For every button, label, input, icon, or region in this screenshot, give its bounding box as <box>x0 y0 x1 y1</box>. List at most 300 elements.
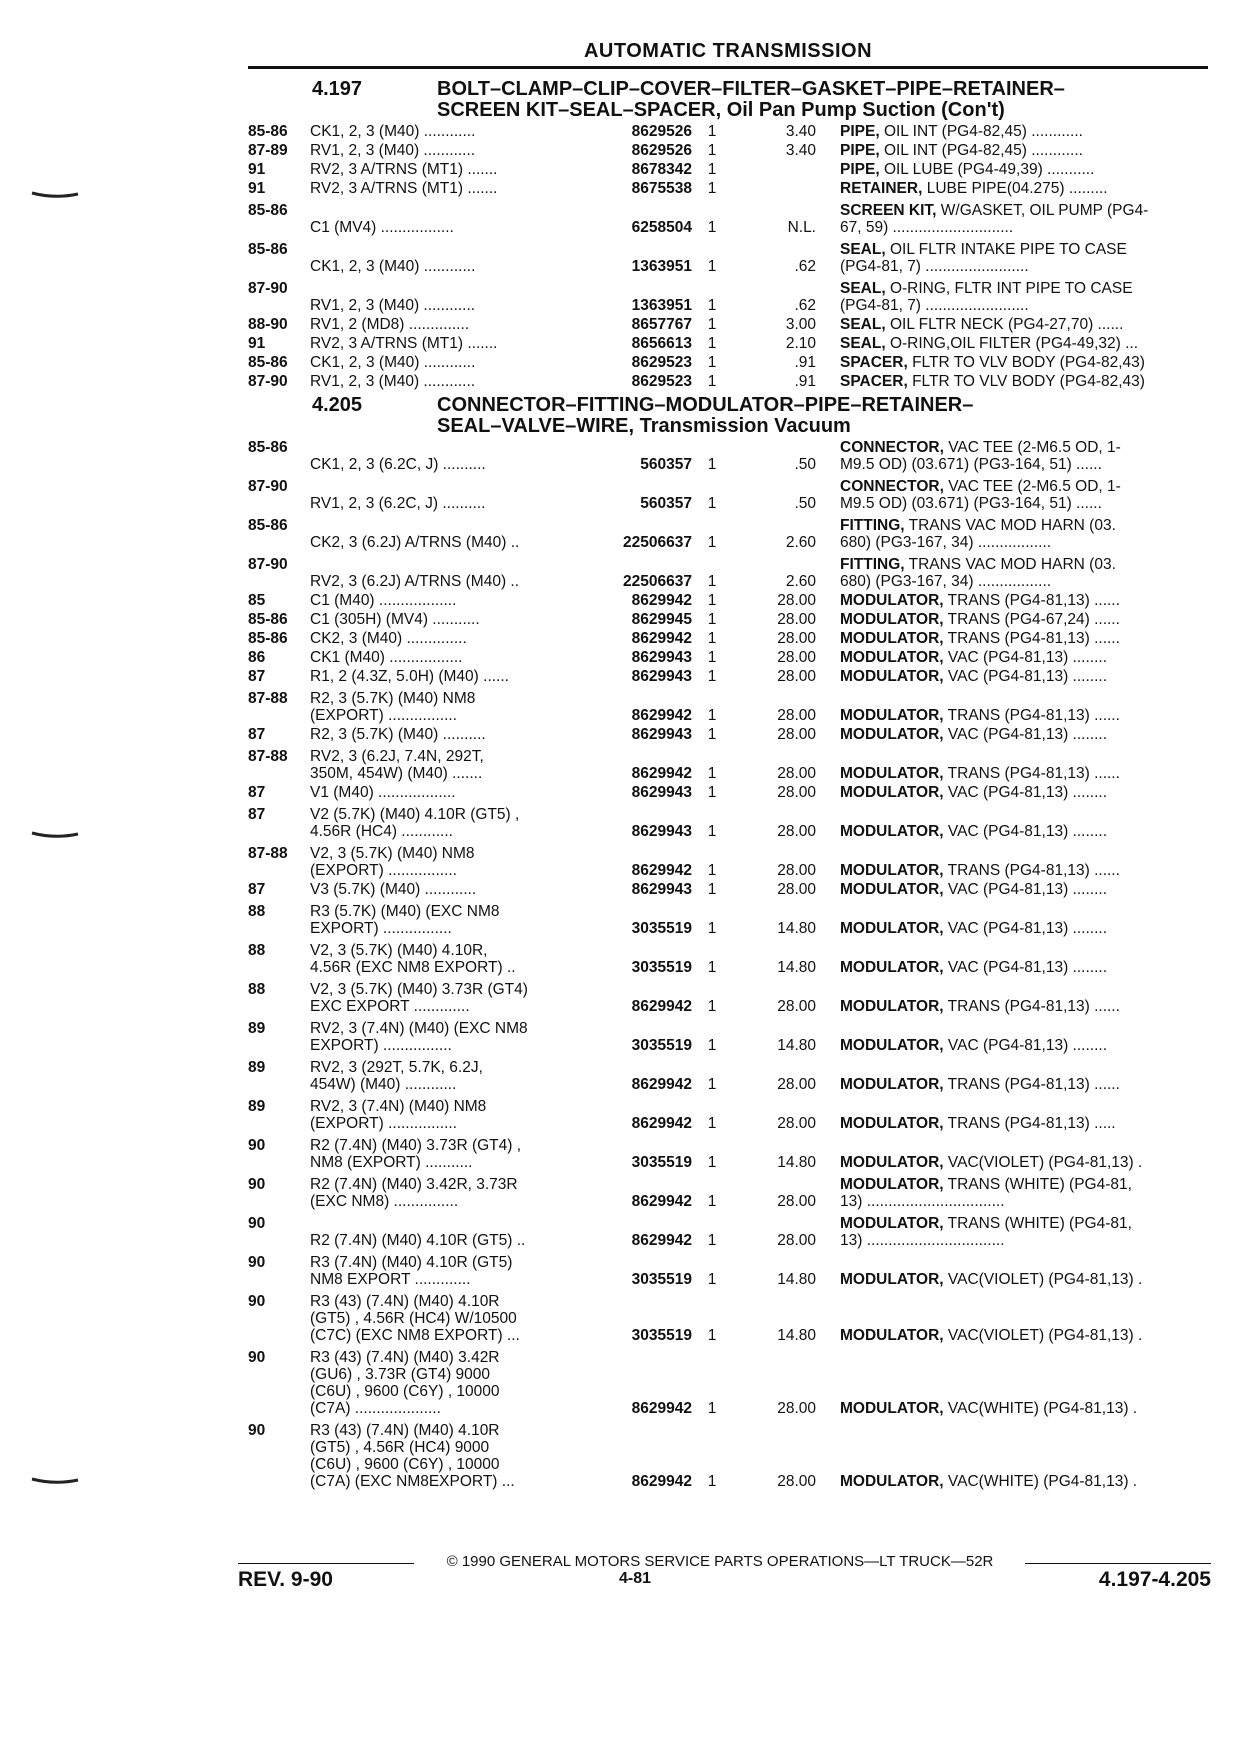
quantity: 1 <box>707 1037 717 1054</box>
part-name: MODULATOR, <box>840 920 944 937</box>
part-detail: OIL LUBE (PG4-49,39) ........... <box>879 161 1095 178</box>
part-name: SEAL, <box>840 335 886 352</box>
application: V2 (5.7K) (M40) 4.10R (GT5) , 4.56R (HC4) ............ <box>310 806 520 840</box>
price: 28.00 <box>777 862 816 879</box>
parts-row <box>248 630 1213 647</box>
part-name: MODULATOR, <box>840 823 944 840</box>
price: 28.00 <box>777 668 816 685</box>
description <box>840 1176 1213 1210</box>
part-detail: LUBE PIPE(04.275) ......... <box>922 180 1108 197</box>
part-name: PIPE, <box>840 142 880 159</box>
description <box>840 765 1213 782</box>
model-year: 90 <box>248 1137 266 1154</box>
price: 3.00 <box>785 316 816 333</box>
model-year: 90 <box>248 1254 266 1271</box>
price: .50 <box>794 495 816 512</box>
footer-copyright: © 1990 GENERAL MOTORS SERVICE PARTS OPERATIONS—LT TRUCK—52R <box>446 1553 994 1570</box>
parts-row <box>248 478 1213 512</box>
part-detail: TRANS (PG4-81,13) ...... <box>943 592 1120 609</box>
quantity: 1 <box>707 784 717 801</box>
description <box>840 241 1213 275</box>
application: C1 (M40) .................. <box>310 592 457 609</box>
quantity: 1 <box>707 456 717 473</box>
part-number: 8629942 <box>631 707 692 724</box>
price: 14.80 <box>777 1271 816 1288</box>
part-detail: VAC (PG4-81,13) ........ <box>943 649 1108 666</box>
part-detail: O-RING, FLTR INT PIPE TO CASE (PG4-81, 7) ........................ <box>840 280 1133 314</box>
price: 28.00 <box>777 707 816 724</box>
model-year: 85-86 <box>248 611 288 628</box>
application: CK2, 3 (6.2J) A/TRNS (M40) .. <box>310 534 520 551</box>
application: V2, 3 (5.7K) (M40) NM8 (EXPORT) ................ <box>310 845 475 879</box>
quantity: 1 <box>707 1076 717 1093</box>
part-name: MODULATOR, <box>840 1037 944 1054</box>
part-detail: TRANS VAC MOD HARN (03. 680) (PG3-167, 34) ................. <box>840 556 1116 590</box>
price: 28.00 <box>777 881 816 898</box>
price: 14.80 <box>777 1154 816 1171</box>
part-number: 3035519 <box>631 1154 692 1171</box>
parts-row <box>248 1176 1213 1210</box>
model-year: 85-86 <box>248 354 288 371</box>
application: CK1 (M40) ................. <box>310 649 463 666</box>
description <box>840 1076 1213 1093</box>
parts-row <box>248 748 1213 782</box>
quantity: 1 <box>707 959 717 976</box>
application: RV1, 2, 3 (M40) ............ <box>310 297 476 314</box>
price: 28.00 <box>777 592 816 609</box>
part-number: 8629943 <box>631 881 692 898</box>
part-number: 8629943 <box>631 668 692 685</box>
part-detail: OIL FLTR INTAKE PIPE TO CASE (PG4-81, 7) ........................ <box>840 241 1127 275</box>
application: RV2, 3 (7.4N) (M40) NM8 (EXPORT) ................ <box>310 1098 487 1132</box>
description <box>840 881 1213 898</box>
model-year: 85-86 <box>248 241 288 258</box>
part-name: CONNECTOR, <box>840 478 944 495</box>
quantity: 1 <box>707 534 717 551</box>
model-year: 88 <box>248 981 266 998</box>
quantity: 1 <box>707 1400 717 1417</box>
quantity: 1 <box>707 316 717 333</box>
application: RV2, 3 A/TRNS (MT1) ....... <box>310 161 498 178</box>
part-name: MODULATOR, <box>840 784 944 801</box>
part-detail: VAC (PG4-81,13) ........ <box>943 1037 1108 1054</box>
part-name: MODULATOR, <box>840 649 944 666</box>
part-name: MODULATOR, <box>840 1076 944 1093</box>
part-name: MODULATOR, <box>840 1115 944 1132</box>
part-name: MODULATOR, <box>840 1271 944 1288</box>
description <box>840 1215 1213 1249</box>
model-year: 90 <box>248 1215 266 1232</box>
price: 2.60 <box>785 573 816 590</box>
model-year: 89 <box>248 1098 266 1115</box>
quantity: 1 <box>707 592 717 609</box>
part-number: 1363951 <box>631 297 692 314</box>
part-detail: VAC TEE (2-M6.5 OD, 1- M9.5 OD) (03.671) (PG3-164, 51) ...... <box>840 439 1121 473</box>
parts-row <box>248 1059 1213 1093</box>
parts-row <box>248 1349 1213 1417</box>
part-number: 8629942 <box>631 592 692 609</box>
part-number: 8629943 <box>631 726 692 743</box>
price: 28.00 <box>777 1076 816 1093</box>
part-number: 8629942 <box>631 1400 692 1417</box>
part-number: 8629942 <box>631 1076 692 1093</box>
price: 2.10 <box>785 335 816 352</box>
part-number: 8629943 <box>631 823 692 840</box>
part-name: MODULATOR, <box>840 1473 944 1490</box>
description <box>840 142 1213 159</box>
model-year: 90 <box>248 1293 266 1310</box>
model-year: 90 <box>248 1176 266 1193</box>
quantity: 1 <box>707 1154 717 1171</box>
application: RV2, 3 (7.4N) (M40) (EXC NM8 EXPORT) ................ <box>310 1020 528 1054</box>
part-number: 8657767 <box>631 316 692 333</box>
footer-rule-right <box>1025 1563 1211 1564</box>
part-detail: VAC(WHITE) (PG4-81,13) . <box>943 1473 1138 1490</box>
group-header <box>248 78 1213 121</box>
part-number: 8629942 <box>631 765 692 782</box>
price: 2.60 <box>785 534 816 551</box>
parts-row <box>248 845 1213 879</box>
part-number: 3035519 <box>631 1327 692 1344</box>
description <box>840 668 1213 685</box>
description <box>840 649 1213 666</box>
price: 28.00 <box>777 823 816 840</box>
parts-row <box>248 373 1213 390</box>
quantity: 1 <box>707 726 717 743</box>
part-name: MODULATOR, <box>840 1327 944 1344</box>
description <box>840 862 1213 879</box>
quantity: 1 <box>707 258 717 275</box>
part-detail: TRANS (WHITE) (PG4-81, 13) ................................ <box>840 1215 1132 1249</box>
part-name: MODULATOR, <box>840 668 944 685</box>
quantity: 1 <box>707 1473 717 1490</box>
description <box>840 823 1213 840</box>
part-number: 1363951 <box>631 258 692 275</box>
punch-hole-mark <box>30 1477 80 1483</box>
parts-row <box>248 592 1213 609</box>
punch-hole-mark <box>30 191 80 197</box>
quantity: 1 <box>707 862 717 879</box>
part-name: SPACER, <box>840 373 908 390</box>
part-detail: OIL FLTR NECK (PG4-27,70) ...... <box>885 316 1124 333</box>
quantity: 1 <box>707 123 717 140</box>
part-detail: VAC (PG4-81,13) ........ <box>943 823 1108 840</box>
part-detail: VAC (PG4-81,13) ........ <box>943 959 1108 976</box>
quantity: 1 <box>707 142 717 159</box>
model-year: 87 <box>248 806 266 823</box>
group-number: 4.205 <box>312 394 363 416</box>
part-number: 22506637 <box>623 534 692 551</box>
application: R2 (7.4N) (M40) 4.10R (GT5) .. <box>310 1232 526 1249</box>
model-year: 89 <box>248 1059 266 1076</box>
part-name: MODULATOR, <box>840 1154 944 1171</box>
model-year: 87 <box>248 784 266 801</box>
part-detail: FLTR TO VLV BODY (PG4-82,43) <box>907 373 1145 390</box>
part-name: SCREEN KIT, <box>840 202 937 219</box>
description <box>840 439 1213 473</box>
quantity: 1 <box>707 1193 717 1210</box>
application: C1 (305H) (MV4) ........... <box>310 611 480 628</box>
part-name: MODULATOR, <box>840 707 944 724</box>
price: 28.00 <box>777 998 816 1015</box>
price: .62 <box>794 297 816 314</box>
part-detail: VAC (PG4-81,13) ........ <box>943 920 1108 937</box>
price: 14.80 <box>777 1037 816 1054</box>
application: CK2, 3 (M40) .............. <box>310 630 467 647</box>
part-number: 8656613 <box>631 335 692 352</box>
description <box>840 123 1213 140</box>
price: 14.80 <box>777 920 816 937</box>
description <box>840 161 1213 178</box>
parts-row <box>248 690 1213 724</box>
description <box>840 707 1213 724</box>
part-detail: OIL INT (PG4-82,45) ............ <box>879 123 1083 140</box>
model-year: 91 <box>248 335 266 352</box>
quantity: 1 <box>707 161 717 178</box>
quantity: 1 <box>707 573 717 590</box>
quantity: 1 <box>707 611 717 628</box>
description <box>840 611 1213 628</box>
description <box>840 373 1213 390</box>
application: C1 (MV4) ................. <box>310 219 454 236</box>
part-detail: VAC (PG4-81,13) ........ <box>943 784 1108 801</box>
parts-listing <box>248 78 1213 1490</box>
description <box>840 592 1213 609</box>
description <box>840 1271 1213 1288</box>
application: V2, 3 (5.7K) (M40) 4.10R, 4.56R (EXC NM8 EXPORT) .. <box>310 942 516 976</box>
quantity: 1 <box>707 180 717 197</box>
price: 3.40 <box>785 142 816 159</box>
part-number: 8629945 <box>631 611 692 628</box>
price: 28.00 <box>777 1400 816 1417</box>
parts-row <box>248 806 1213 840</box>
application: V3 (5.7K) (M40) ............ <box>310 881 477 898</box>
quantity: 1 <box>707 823 717 840</box>
application: CK1, 2, 3 (6.2C, J) .......... <box>310 456 486 473</box>
application: RV2, 3 A/TRNS (MT1) ....... <box>310 180 498 197</box>
description <box>840 180 1213 197</box>
application: RV1, 2, 3 (M40) ............ <box>310 373 476 390</box>
part-detail: TRANS (PG4-81,13) ...... <box>943 630 1120 647</box>
quantity: 1 <box>707 297 717 314</box>
description <box>840 1327 1213 1344</box>
quantity: 1 <box>707 1232 717 1249</box>
description <box>840 726 1213 743</box>
part-detail: TRANS (PG4-81,13) ...... <box>943 998 1120 1015</box>
part-number: 8629942 <box>631 1232 692 1249</box>
part-detail: VAC TEE (2-M6.5 OD, 1- M9.5 OD) (03.671) (PG3-164, 51) ...... <box>840 478 1121 512</box>
part-name: MODULATOR, <box>840 1400 944 1417</box>
quantity: 1 <box>707 1327 717 1344</box>
parts-row <box>248 354 1213 371</box>
model-year: 88 <box>248 903 266 920</box>
quantity: 1 <box>707 998 717 1015</box>
part-detail: VAC(VIOLET) (PG4-81,13) . <box>943 1154 1143 1171</box>
description <box>840 784 1213 801</box>
parts-row <box>248 161 1213 178</box>
part-name: MODULATOR, <box>840 765 944 782</box>
part-number: 22506637 <box>623 573 692 590</box>
quantity: 1 <box>707 1271 717 1288</box>
part-detail: TRANS (PG4-81,13) ...... <box>943 765 1120 782</box>
description <box>840 316 1213 333</box>
model-year: 87-90 <box>248 280 288 297</box>
parts-row <box>248 241 1213 275</box>
parts-row <box>248 726 1213 743</box>
model-year: 85-86 <box>248 517 288 534</box>
price: 28.00 <box>777 1232 816 1249</box>
application: R2, 3 (5.7K) (M40) .......... <box>310 726 486 743</box>
parts-row <box>248 517 1213 551</box>
price: 28.00 <box>777 726 816 743</box>
application: RV1, 2 (MD8) .............. <box>310 316 470 333</box>
application: CK1, 2, 3 (M40) ............ <box>310 258 476 275</box>
quantity: 1 <box>707 219 717 236</box>
model-year: 87-88 <box>248 748 288 765</box>
model-year: 85 <box>248 592 266 609</box>
part-number: 8629523 <box>631 373 692 390</box>
part-number: 8629942 <box>631 998 692 1015</box>
part-number: 3035519 <box>631 1271 692 1288</box>
description <box>840 998 1213 1015</box>
part-number: 3035519 <box>631 920 692 937</box>
parts-row <box>248 1422 1213 1490</box>
model-year: 91 <box>248 161 266 178</box>
description <box>840 1115 1213 1132</box>
application: R3 (7.4N) (M40) 4.10R (GT5) NM8 EXPORT ............. <box>310 1254 513 1288</box>
group-header <box>248 394 1213 437</box>
part-number: 3035519 <box>631 959 692 976</box>
part-name: MODULATOR, <box>840 592 944 609</box>
application: RV2, 3 A/TRNS (MT1) ....... <box>310 335 498 352</box>
parts-row <box>248 1020 1213 1054</box>
application: R3 (5.7K) (M40) (EXC NM8 EXPORT) ................ <box>310 903 500 937</box>
price: .91 <box>794 373 816 390</box>
price: 28.00 <box>777 784 816 801</box>
description <box>840 630 1213 647</box>
description <box>840 354 1213 371</box>
model-year: 87-90 <box>248 373 288 390</box>
model-year: 85-86 <box>248 630 288 647</box>
application: R1, 2 (4.3Z, 5.0H) (M40) ...... <box>310 668 509 685</box>
model-year: 88 <box>248 942 266 959</box>
price: 28.00 <box>777 611 816 628</box>
parts-row <box>248 202 1213 236</box>
part-name: SPACER, <box>840 354 908 371</box>
quantity: 1 <box>707 881 717 898</box>
application: RV1, 2, 3 (6.2C, J) .......... <box>310 495 486 512</box>
model-year: 85-86 <box>248 123 288 140</box>
part-detail: W/GASKET, OIL PUMP (PG4- 67, 59) ............................ <box>840 202 1149 236</box>
parts-row <box>248 981 1213 1015</box>
parts-row <box>248 556 1213 590</box>
parts-row <box>248 316 1213 333</box>
quantity: 1 <box>707 335 717 352</box>
part-detail: TRANS (PG4-81,13) ..... <box>943 1115 1116 1132</box>
model-year: 87-88 <box>248 845 288 862</box>
quantity: 1 <box>707 920 717 937</box>
part-detail: FLTR TO VLV BODY (PG4-82,43) <box>907 354 1145 371</box>
part-number: 3035519 <box>631 1037 692 1054</box>
model-year: 87-90 <box>248 478 288 495</box>
part-number: 6258504 <box>631 219 692 236</box>
description <box>840 335 1213 352</box>
part-detail: O-RING,OIL FILTER (PG4-49,32) ... <box>885 335 1139 352</box>
model-year: 89 <box>248 1020 266 1037</box>
application: R3 (43) (7.4N) (M40) 3.42R (GU6) , 3.73R (GT4) 9000 (C6U) , 9600 (C6Y) , 10000 (C7A) .................... <box>310 1349 500 1417</box>
quantity: 1 <box>707 668 717 685</box>
price: 14.80 <box>777 1327 816 1344</box>
part-detail: VAC(VIOLET) (PG4-81,13) . <box>943 1327 1143 1344</box>
quantity: 1 <box>707 765 717 782</box>
model-year: 87 <box>248 668 266 685</box>
model-year: 87-88 <box>248 690 288 707</box>
description <box>840 1037 1213 1054</box>
application: RV1, 2, 3 (M40) ............ <box>310 142 476 159</box>
part-name: MODULATOR, <box>840 959 944 976</box>
parts-row <box>248 1215 1213 1249</box>
header-rule <box>248 66 1208 69</box>
quantity: 1 <box>707 707 717 724</box>
parts-row <box>248 942 1213 976</box>
parts-row <box>248 611 1213 628</box>
price: .50 <box>794 456 816 473</box>
description <box>840 1154 1213 1171</box>
part-name: MODULATOR, <box>840 1176 944 1193</box>
price: .62 <box>794 258 816 275</box>
part-number: 8629943 <box>631 649 692 666</box>
part-number: 560357 <box>640 495 692 512</box>
application: RV2, 3 (6.2J, 7.4N, 292T, 350M, 454W) (M40) ....... <box>310 748 484 782</box>
price: 28.00 <box>777 1193 816 1210</box>
description <box>840 959 1213 976</box>
part-detail: VAC(WHITE) (PG4-81,13) . <box>943 1400 1138 1417</box>
application: CK1, 2, 3 (M40) ............ <box>310 123 476 140</box>
parts-row <box>248 439 1213 473</box>
part-number: 8629526 <box>631 123 692 140</box>
part-detail: TRANS (WHITE) (PG4-81, 13) ................................ <box>840 1176 1132 1210</box>
model-year: 90 <box>248 1349 266 1366</box>
application: RV2, 3 (292T, 5.7K, 6.2J, 454W) (M40) ............ <box>310 1059 483 1093</box>
footer-rule-left <box>238 1563 414 1564</box>
application: RV2, 3 (6.2J) A/TRNS (M40) .. <box>310 573 520 590</box>
page-number: 4-81 <box>618 1570 652 1587</box>
part-name: CONNECTOR, <box>840 439 944 456</box>
price: N.L. <box>787 219 816 236</box>
part-number: 8629942 <box>631 1473 692 1490</box>
part-name: MODULATOR, <box>840 611 944 628</box>
parts-row <box>248 1254 1213 1288</box>
revision-label: REV. 9-90 <box>238 1568 333 1591</box>
part-name: MODULATOR, <box>840 998 944 1015</box>
part-detail: TRANS VAC MOD HARN (03. 680) (PG3-167, 34) ................. <box>840 517 1116 551</box>
price: 14.80 <box>777 959 816 976</box>
part-name: MODULATOR, <box>840 881 944 898</box>
part-name: MODULATOR, <box>840 862 944 879</box>
parts-row <box>248 335 1213 352</box>
part-number: 8629523 <box>631 354 692 371</box>
quantity: 1 <box>707 354 717 371</box>
parts-row <box>248 142 1213 159</box>
part-name: MODULATOR, <box>840 630 944 647</box>
part-number: 8629942 <box>631 1193 692 1210</box>
description <box>840 1473 1213 1490</box>
parts-row <box>248 1293 1213 1344</box>
part-detail: TRANS (PG4-81,13) ...... <box>943 707 1120 724</box>
application: R3 (43) (7.4N) (M40) 4.10R (GT5) , 4.56R (HC4) W/10500 (C7C) (EXC NM8 EXPORT) ... <box>310 1293 520 1344</box>
quantity: 1 <box>707 373 717 390</box>
application: CK1, 2, 3 (M40) ............ <box>310 354 476 371</box>
